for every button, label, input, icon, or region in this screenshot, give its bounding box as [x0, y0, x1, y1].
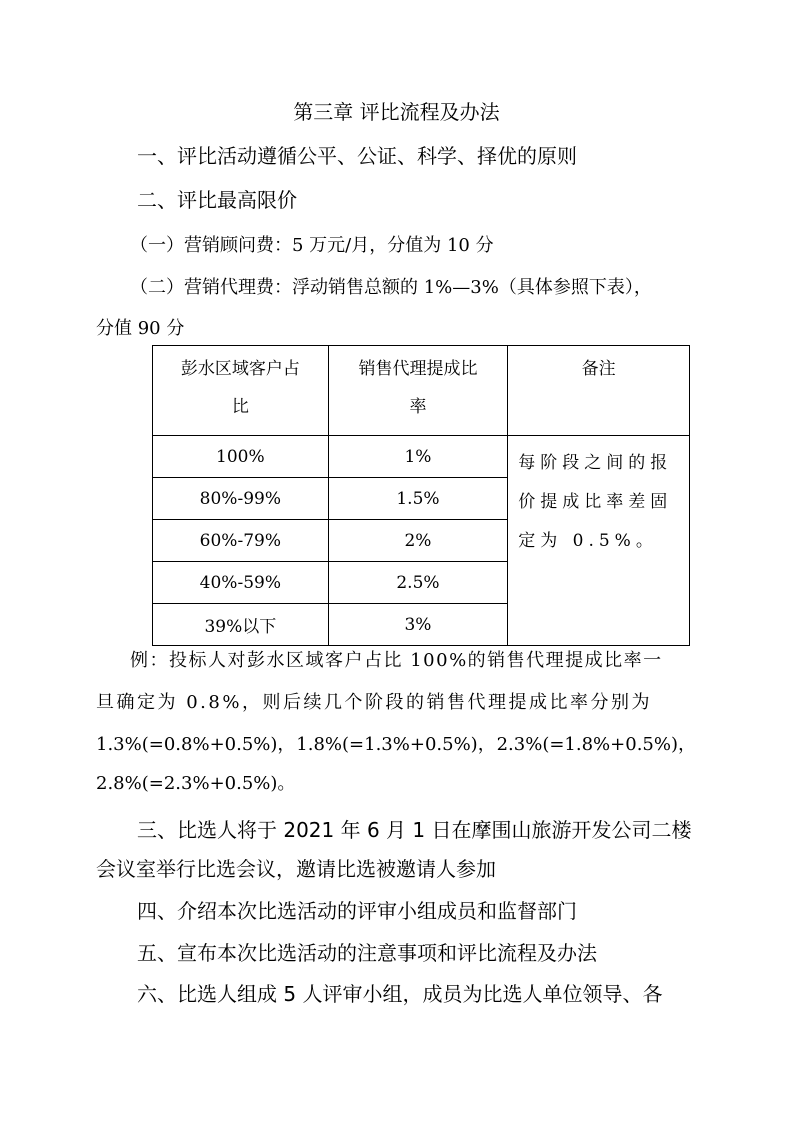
example-line1: 例：投标人对彭水区域客户占比 100%的销售代理提成比率一 — [130, 650, 663, 671]
item-marketing-agency-fee-line2: 分值 90 分 — [96, 318, 185, 339]
header-commission-rate-line1: 销售代理提成比 — [358, 359, 478, 379]
header-commission-rate — [328, 346, 508, 436]
example-line3 — [96, 730, 696, 756]
header-commission-rate-line2: 率 — [409, 397, 427, 417]
section-heading-2: 二、评比最高限价 — [137, 188, 297, 212]
example-calc-3: 2.3%(=1.8%+0.5%)， — [496, 734, 696, 755]
cell-commission-rate: 1.5% — [328, 478, 508, 520]
header-customer-share — [153, 346, 329, 436]
example-line4: 2.8%(=2.3%+0.5%)。 — [96, 773, 296, 794]
commission-rate-table — [152, 345, 690, 646]
cell-customer-share: 60%-79% — [153, 520, 329, 562]
cell-remarks-note: 每阶段之间的报价提成比率差固定为 0.5%。 — [508, 436, 690, 646]
header-remarks: 备注 — [508, 346, 690, 436]
header-customer-share-line2: 比 — [231, 397, 249, 417]
cell-customer-share: 39%以下 — [153, 604, 329, 646]
section-heading-3-line2: 会议室举行比选会议，邀请比选被邀请人参加 — [96, 857, 496, 881]
section-heading-6: 六、比选人组成 5 人评审小组，成员为比选人单位领导、各 — [137, 982, 663, 1006]
example-line2: 旦确定为 0.8%，则后续几个阶段的销售代理提成比率分别为 — [96, 692, 652, 713]
cell-commission-rate: 1% — [328, 436, 508, 478]
cell-customer-share: 40%-59% — [153, 562, 329, 604]
table-header-row — [153, 346, 690, 436]
table-row — [153, 436, 690, 478]
page-title: 第三章 评比流程及办法 — [293, 100, 500, 124]
section-heading-1: 一、评比活动遵循公平、公证、科学、择优的原则 — [137, 144, 577, 168]
item-marketing-consultant-fee: （一）营销顾问费：5 万元/月，分值为 10 分 — [130, 235, 494, 256]
example-calc-2: 1.8%(=1.3%+0.5%)， — [296, 734, 496, 755]
cell-commission-rate: 2% — [328, 520, 508, 562]
header-customer-share-line1: 彭水区域客户占 — [180, 359, 300, 379]
section-heading-4: 四、介绍本次比选活动的评审小组成员和监督部门 — [137, 899, 577, 923]
item-marketing-agency-fee-line1: （二）营销代理费：浮动销售总额的 1%—3%（具体参照下表）， — [130, 277, 652, 298]
section-heading-5: 五、宣布本次比选活动的注意事项和评比流程及办法 — [137, 941, 597, 965]
cell-customer-share: 100% — [153, 436, 329, 478]
cell-customer-share: 80%-99% — [153, 478, 329, 520]
section-heading-3-line1: 三、比选人将于 2021 年 6 月 1 日在摩围山旅游开发公司二楼 — [137, 818, 692, 842]
cell-commission-rate: 3% — [328, 604, 508, 646]
example-calc-1: 1.3%(=0.8%+0.5%)， — [96, 734, 296, 755]
cell-commission-rate: 2.5% — [328, 562, 508, 604]
